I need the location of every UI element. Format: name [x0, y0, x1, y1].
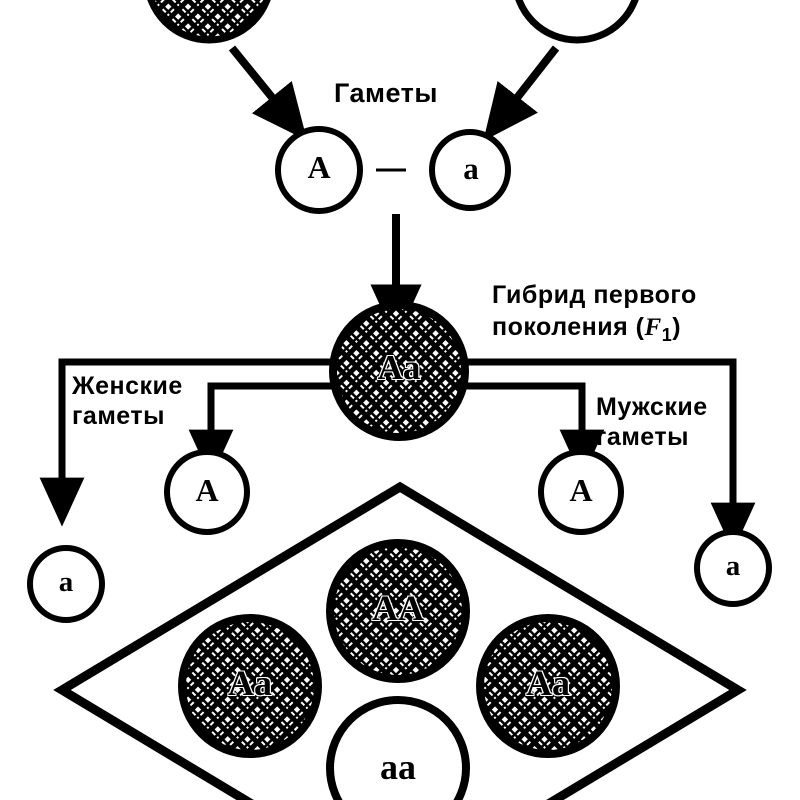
arrow-parent-right-to-gamete	[502, 48, 556, 117]
parent-left-cell	[147, 0, 271, 40]
arrow-f1-to-female-gamete-A	[211, 386, 333, 452]
label-gametes-top: Гаметы	[334, 78, 438, 108]
arrow-parent-left-to-gamete	[232, 48, 288, 117]
parent-right-cell	[515, 0, 639, 40]
male-gamete-a-label: a	[725, 550, 741, 582]
f2-AA-label: AA	[372, 588, 424, 628]
label-female-gametes-line2: гаметы	[72, 402, 165, 430]
label-hybrid-line2	[492, 313, 681, 345]
arrow-f1-to-male-gamete-A	[465, 386, 582, 452]
label-hybrid-F-sub: 1	[661, 325, 673, 345]
label-hybrid-line1: Гибрид первого	[492, 281, 697, 309]
f2-Aa-right-label: Aa	[526, 663, 570, 703]
label-hybrid-line2-suffix: )	[672, 313, 682, 341]
gamete-A-label: A	[307, 149, 331, 185]
f1-hybrid-label: Aa	[377, 348, 421, 387]
f2-Aa-left-label: Aa	[228, 663, 272, 703]
label-male-gametes-line2: гаметы	[596, 423, 689, 451]
female-gamete-a-label: a	[58, 566, 74, 598]
label-hybrid-line2-prefix: поколения (	[492, 313, 645, 341]
label-hybrid-F: F	[644, 314, 662, 341]
f2-aa-label: aa	[380, 747, 416, 787]
gamete-a-label: a	[463, 151, 479, 186]
label-female-gametes-line1: Женские	[72, 372, 183, 400]
male-gamete-A-label: A	[569, 472, 593, 508]
female-gamete-A-label: A	[195, 472, 219, 508]
label-male-gametes-line1: Мужские	[596, 393, 708, 421]
gamete-separator: —	[376, 152, 407, 185]
